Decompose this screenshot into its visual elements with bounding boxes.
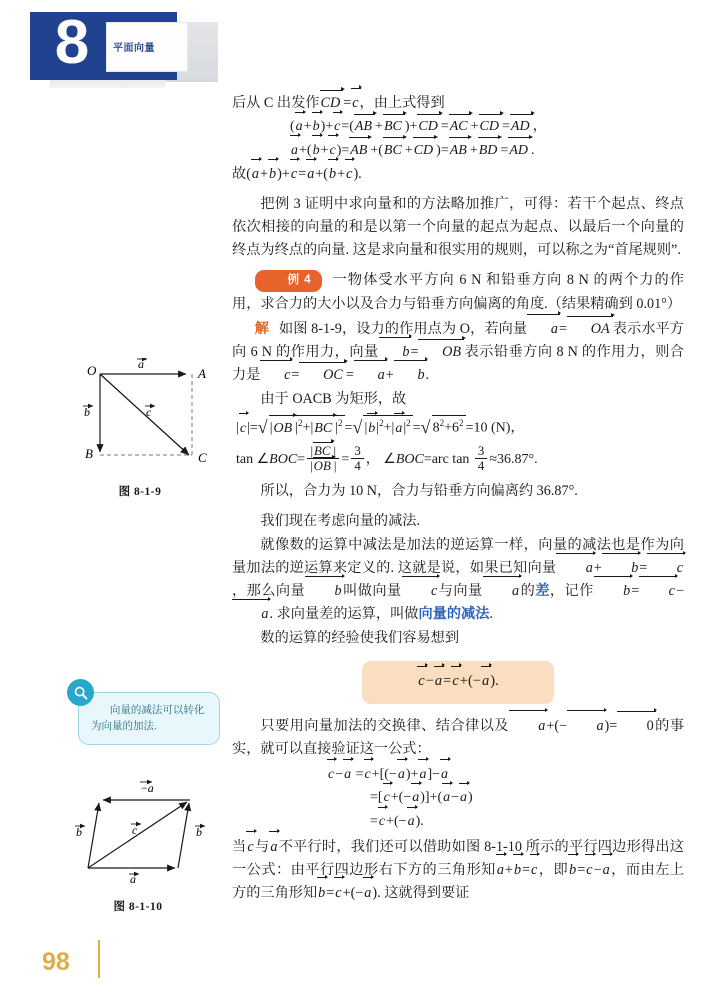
- example-4-block: [232, 269, 684, 316]
- p7-d: ，即: [538, 861, 569, 878]
- solution-paragraph-2: 由于 OACB 为矩形，故: [260, 390, 407, 407]
- equation-tangent-tail: ≈36.87°.: [489, 452, 538, 468]
- solution-conclusion: 所以，合力为 10 N，合力与铅垂方向偏离约 36.87°.: [260, 483, 578, 500]
- paragraph-verification-intro: 只要用向量加法的交换律、结合律以及 a+(− a)= 0的事实，就可以直接验证这一公式：: [232, 715, 684, 761]
- figure-8-1-10-caption: 图 8-1-10: [113, 901, 163, 913]
- chapter-header: [30, 8, 210, 82]
- figure1-label-b: b: [84, 405, 90, 419]
- p7-e: ，而由左上方的三角形知: [232, 861, 684, 901]
- figure2-label-neg-a: −a: [141, 781, 154, 795]
- p4-a: 就像数的运算中减法是加法的逆运算一样，向量的减法也是作为向量加法的逆运算来定义的. 这就是说，如果已知向量: [232, 537, 684, 577]
- example-badge: 例 4: [255, 270, 322, 292]
- figure1-label-a: a: [138, 358, 144, 371]
- equation-tangent: tan ∠BOC= $\frac{|BC |}{|OB |}$ = $\frac{3}{4}$ ， ∠BOC=arc tan $\frac{3}{4}$ ≈36.87°.: [236, 443, 538, 474]
- p4-f: ，记作: [549, 583, 594, 600]
- p4-h: .: [489, 606, 493, 623]
- solution-paragraph-1: 解 如图 8-1-9，设力的作用点为 O，若向量 a= OA 表示水平方向 6 N 的作用力，向量 b= OB 表示铅垂方向 8 N 的作用力，则合力是 c= OC = a+ b.: [232, 318, 684, 387]
- solution-text-a: 如图 8-1-9，设力的作用点为 O，若向量: [279, 320, 528, 337]
- equation-derivation-2: =[c+(−a)]+(a−a): [232, 787, 684, 810]
- page-footer: [0, 938, 702, 993]
- figure1-label-c: c: [146, 405, 152, 419]
- figure2-label-b-left: b: [76, 825, 82, 839]
- p1-tail: ，由上式得到: [359, 95, 445, 111]
- figure-8-1-10: [48, 778, 228, 914]
- p6-b: 的事实，就可以直接验证这一公式：: [232, 717, 684, 757]
- paragraph-head-tail-rule: 把例 3 证明中求向量和的方法略加推广，可得：若干个起点、终点依次相接的向量的和是以第一个向量的起点为起点、以最后一个向量的终点为终点的向量. 这是求向量和很实用的规则，可以称之为“首尾规则”.: [232, 196, 684, 259]
- callout-note: [78, 692, 220, 745]
- solution-text-b: 表示水平方向 6 N 的作用力，向量: [232, 320, 684, 360]
- paragraph-experience: 数的运算的经验使我们容易想到: [260, 630, 460, 647]
- chapter-title: 平面向量: [113, 43, 155, 54]
- equation-associativity-1: (a+b)+c=(AB +BC )+CD =AC +CD =AD ，: [232, 116, 684, 139]
- keyword-difference: 差: [535, 583, 550, 600]
- callout-text: 向量的减法可以转化为向量的加法.: [91, 704, 205, 733]
- p7-f: . 这就得到要证: [377, 884, 470, 901]
- p4-d: 与向量: [438, 583, 483, 600]
- figure2-label-b-right: b: [196, 825, 202, 839]
- figure2-label-c: c: [132, 823, 138, 837]
- p7-c: 不平行时，我们还可以借助如图 8-1-10 所示的平行四边形得出这一公式：由平行四边形右下方的三角形知: [232, 838, 684, 878]
- equation-magnitude: |c|= √ |OB $|^2+|BC$ $|^2$ = √ $|b|^2+|a|^2$ = √ $8^2+6^2 =10$ (N)，: [232, 415, 684, 440]
- figure1-label-A: A: [198, 366, 206, 381]
- paragraph-parallelogram: 当c与a不平行时，我们还可以借助如图 8-1-10 所示的平行四边形得出这一公式：由平行四边形右下方的三角形知a+b=c，即b=c−a，而由左上方的三角形知b=c+(−a). 这就得到要证: [232, 836, 684, 905]
- p7-b: 与: [254, 838, 270, 855]
- p4-e: 的: [520, 583, 536, 600]
- paragraph-continuation: 后从 C 出发作CD =c，由上式得到: [232, 92, 684, 115]
- p1-lead: 后从 C 出发作: [232, 95, 320, 111]
- p4-c: 叫做向量: [342, 583, 402, 600]
- equation-derivation-1: c−a =c+[(−a)+a]−a: [232, 764, 684, 787]
- equation-associativity-2: a+(b+c)=AB +(BC +CD )=AB +BD =AD .: [232, 140, 684, 163]
- p6-a: 只要用向量加法的交换律、结合律以及: [260, 717, 509, 734]
- figure2-label-a: a: [130, 872, 136, 886]
- p4-g: . 求向量差的运算，叫做: [269, 606, 419, 623]
- figure-8-1-9-caption: 图 8-1-9: [118, 486, 162, 498]
- keyword-vector-subtraction: 向量的减法: [418, 606, 490, 623]
- chapter-number: 8: [54, 8, 88, 77]
- figure1-label-C: C: [198, 450, 207, 465]
- paragraph-subtraction-definition: 就像数的运算中减法是加法的逆运算一样，向量的减法也是作为向量加法的逆运算来定义的. 这就是说，如果已知向量 a+ b= c，那么向量 b叫做向量 c与向量 a的差，记作 b= c−a. 求向量差的运算，叫做向量的减法.: [232, 534, 684, 626]
- paragraph-subtraction-intro: 我们现在考虑向量的减法.: [260, 513, 421, 530]
- figure1-label-B: B: [85, 446, 93, 461]
- equation-magnitude-tail: =10 (N)，: [465, 420, 525, 436]
- figure-8-1-10-svg: [48, 778, 228, 893]
- figure-8-1-9-svg: [60, 358, 220, 478]
- footer-divider: [98, 940, 100, 978]
- figure-8-1-9: [60, 358, 220, 499]
- highlighted-formula-box: c−a=c+(−a).: [362, 661, 554, 703]
- figure1-label-O: O: [87, 363, 97, 378]
- solution-label: 解: [254, 320, 269, 337]
- p7-a: 当: [232, 838, 247, 855]
- example-4-text: 一物体受水平方向 6 N 和铅垂方向 8 N 的两个力的作用，求合力的大小以及合力与铅垂方向偏离的角度.（结果精确到 0.01°）: [232, 272, 684, 312]
- search-icon: [67, 679, 94, 706]
- equation-derivation-3: =c+(−a).: [232, 811, 684, 834]
- page-number: 98: [42, 948, 70, 976]
- solution-text-c: 表示铅垂方向 8 N 的作用力，则合力是: [232, 343, 684, 383]
- paragraph-associativity-conclusion: 故(a+b)+c=a+(b+c).: [232, 163, 684, 186]
- p4-b: ，那么向量: [232, 583, 306, 600]
- main-text-column: [232, 92, 684, 906]
